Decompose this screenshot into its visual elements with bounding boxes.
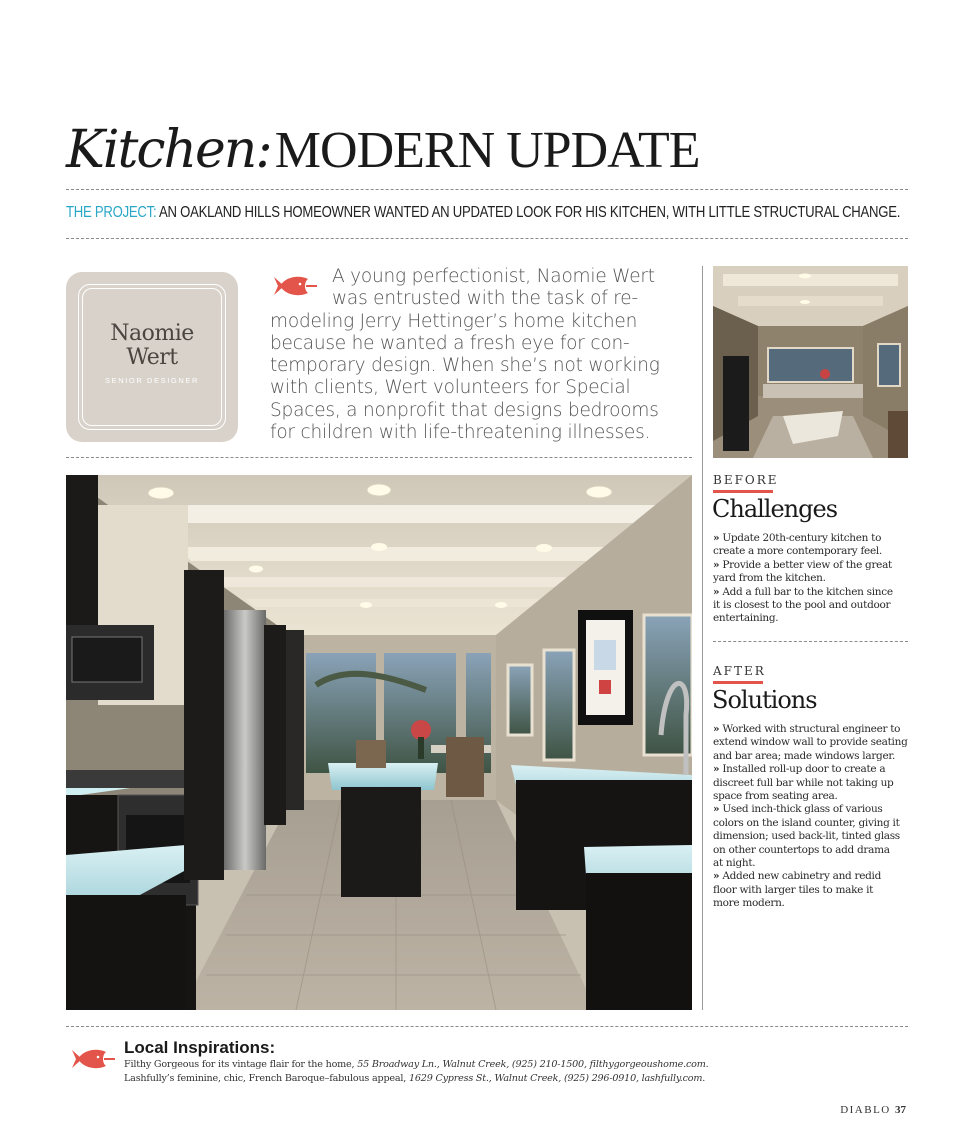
list-item: » Added new cabinetry and redid floor with larger tiles to make it more modern.: [713, 870, 882, 910]
list-item: » Installed roll-up door to create a discreet full bar while not taking up space from seating area.: [713, 763, 894, 803]
challenges-list: [713, 532, 909, 626]
magazine-name: DIABLO: [840, 1104, 891, 1116]
headline-caps: MODERN UPDATE: [274, 122, 700, 179]
intro-line: Spaces, a nonprofit that designs bedrooms: [270, 399, 659, 421]
designer-name: [66, 322, 238, 370]
intro-line: because he wanted a fresh eye for con-: [270, 332, 630, 354]
intro-line: temporary design. When she’s not working: [270, 355, 660, 377]
intro-line: A young perfectionist, Naomie Wert: [332, 266, 655, 287]
divider: [66, 1026, 908, 1027]
kitchen-before-photo: [713, 266, 908, 458]
intro-line: with clients, Wert volunteers for Special: [270, 377, 631, 399]
list-item: » Used inch-thick glass of various colors on the island counter, giving it dimension; used back-lit, tinted glass on other countertops to add drama at night.: [713, 803, 900, 870]
page-number: 37: [895, 1104, 906, 1116]
list-item: » Update 20th-century kitchen to create a more contemporary feel.: [713, 532, 882, 558]
kitchen-after-photo: [66, 475, 692, 1010]
intro-line: was entrusted with the task of re-: [332, 288, 638, 310]
list-item: Lashfully’s feminine, chic, French Baroque–fabulous appeal, 1629 Cypress St., Walnut Creek, (925) 296-0910, lashfully.com.: [124, 1073, 706, 1084]
solutions-title: Solutions: [712, 686, 817, 714]
before-label-underline: [713, 490, 773, 493]
divider: [66, 238, 908, 239]
divider: [713, 641, 908, 642]
project-line: [66, 204, 908, 222]
list-item: Filthy Gorgeous for its vintage flair for the home, 55 Broadway Ln., Walnut Creek, (925) 210-1500, filthygorgeoushome.com.: [124, 1059, 709, 1070]
list-item: » Provide a better view of the great yard from the kitchen.: [713, 558, 892, 585]
designer-card: [66, 272, 238, 442]
after-label-underline: [713, 681, 763, 684]
fish-icon: [70, 1046, 116, 1072]
designer-last-name: Wert: [126, 345, 178, 370]
headline-script: Kitchen:: [66, 120, 271, 180]
before-label: BEFORE: [713, 473, 779, 487]
designer-role: SENIOR DESIGNER: [104, 376, 199, 385]
list-item: » Worked with structural engineer to extend window wall to provide seating and bar area; made windows larger.: [713, 723, 908, 762]
local-inspirations-list: [124, 1058, 904, 1086]
challenges-title: Challenges: [712, 495, 838, 523]
intro-line: for children with life-threatening illnesses.: [270, 422, 651, 444]
project-text: AN OAKLAND HILLS HOMEOWNER WANTED AN UPDATED LOOK FOR HIS KITCHEN, WITH LITTLE STRUCTURAL CHANGE.: [159, 204, 901, 221]
intro-line: modeling Jerry Hettinger’s home kitchen: [270, 310, 638, 332]
page-folio: [840, 1104, 906, 1116]
local-inspirations-title: Local Inspirations:: [124, 1038, 276, 1057]
intro-paragraph: [270, 266, 690, 444]
after-label: AFTER: [713, 664, 766, 678]
headline: [66, 120, 906, 182]
list-item: » Add a full bar to the kitchen since it is closest to the pool and outdoor entertaining.: [713, 585, 893, 625]
designer-first-name: Naomie: [110, 321, 194, 346]
divider: [66, 189, 908, 190]
project-label: THE PROJECT:: [66, 204, 157, 221]
divider: [66, 457, 692, 458]
column-rule: [702, 266, 703, 1010]
solutions-list: [713, 723, 909, 911]
